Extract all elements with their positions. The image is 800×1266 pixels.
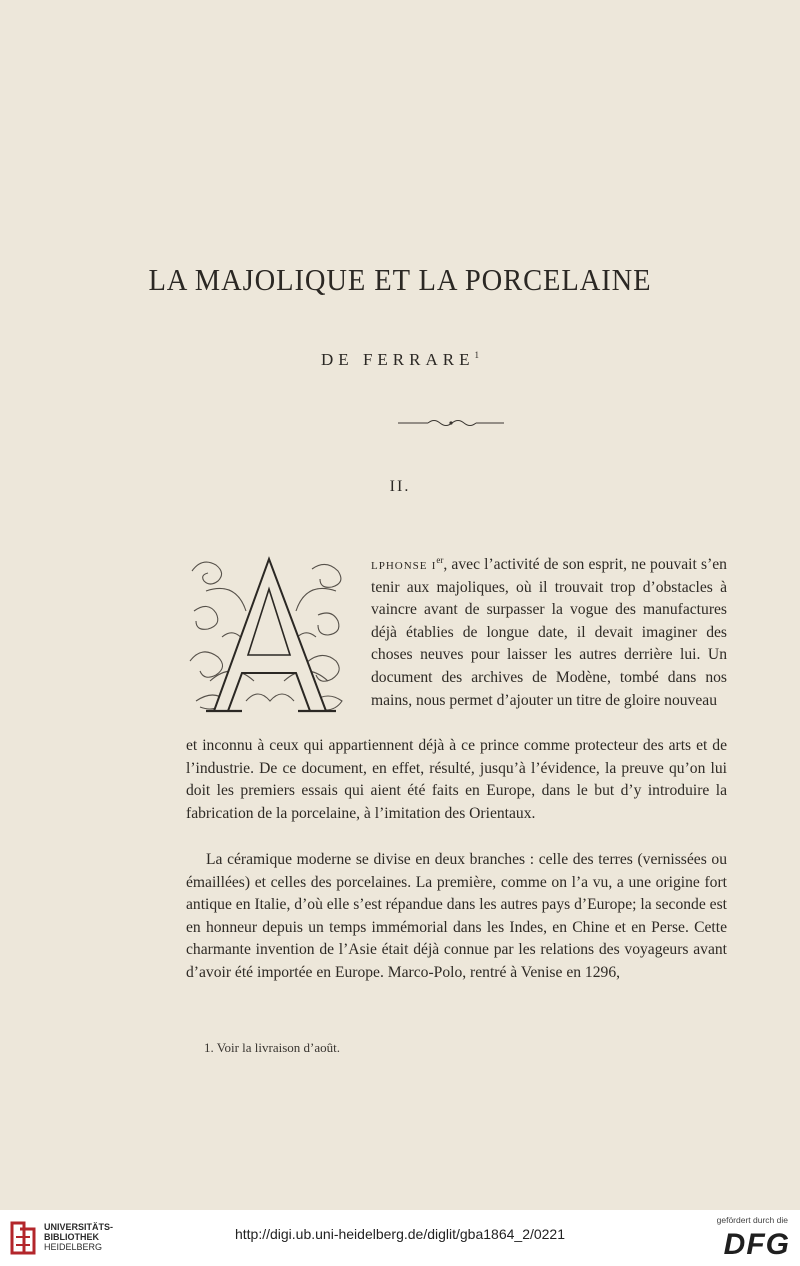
paragraph-1-continuation: et inconnu à ceux qui appartiennent déjà à ce prince comme protecteur des arts et de l’industrie. De ce document, en effet, résulté, jusqu’à l’évidence, la preuve qu’on lui doit les premiers essais qui aient été faits en Europe, dans le but d’y introduire la fabrication de la porcelaine, à l’imitation des Orientaux.	[186, 737, 727, 822]
ornament-divider-icon	[398, 417, 504, 429]
paragraph-2: La céramique moderne se divise en deux branches : celle des terres (vernissées ou émaillées) et celles des porcelaines. La première, comme on l’a vu, a une origine fort antique en Italie, d’où elle s’est répandue dans les autres pays d’Europe; la seconde est en honneur depuis un temps immémorial dans les Indes, en Chine et en Perse. Cette charmante invention de l’Asie était déjà connue par les relations des voyageurs avant d’avoir été importée en Europe. Marco-Polo, rentré à Venise en 1296,	[186, 851, 727, 981]
dfg-logo: DFG	[723, 1228, 790, 1261]
article-title: LA MAJOLIQUE ET LA PORCELAINE	[148, 262, 652, 297]
subtitle-footnote-marker: 1	[474, 350, 479, 360]
library-name-line-1: UNIVERSITÄTS-	[44, 1222, 114, 1232]
subtitle-text: DE FERRARE	[321, 350, 475, 369]
footnote: 1. Voir la livraison d’août.	[204, 1040, 341, 1055]
lead-superscript: er	[436, 555, 444, 565]
paragraph-1-first-part: , avec l’activité de son esprit, ne pouvait s’en tenir aux majoliques, où il trouvait trop d’obstacles à vaincre avant de surpasser la vogue des manufactures déjà établies de longue date, il devait imaginer des choses neuves pour laisser les autres derrière lui. Un document des archives de Modène, tombé dans nos mains, nous permet d’ajouter un titre de gloire nouveau	[371, 556, 727, 709]
library-name-line-3: HEIDELBERG	[44, 1242, 103, 1252]
ornate-dropcap	[186, 551, 352, 721]
permalink-url[interactable]: http://digi.ub.uni-heidelberg.de/diglit/gba1864_2/0221	[234, 1226, 566, 1242]
library-name-line-2: BIBLIOTHEK	[44, 1232, 99, 1242]
lead-word: lphonse	[371, 556, 428, 573]
lead-numeral: i	[431, 556, 437, 573]
paragraph-1-opening	[371, 554, 727, 712]
article-subtitle	[0, 350, 800, 370]
funding-note: gefördert durch die	[716, 1215, 788, 1225]
section-number: II.	[389, 478, 411, 495]
